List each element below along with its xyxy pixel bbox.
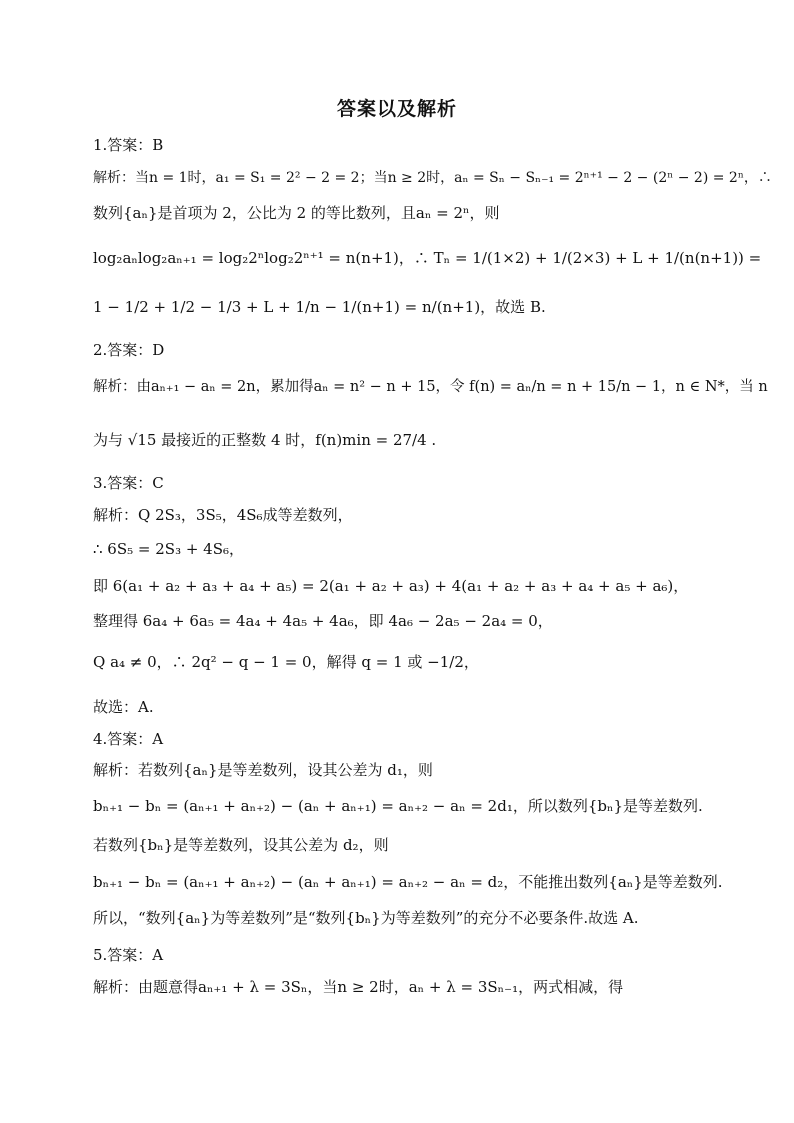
analysis-3-line-5: Q a₄ ≠ 0，∴ 2q² − q − 1 = 0，解得 q = 1 或 −1/2， [93, 653, 479, 671]
answer-5-heading: 5.答案：A [93, 946, 164, 964]
answer-1-heading: 1.答案：B [93, 136, 164, 154]
analysis-5-line-1: 解析：由题意得aₙ₊₁ + λ = 3Sₙ，当n ≥ 2时，aₙ + λ = 3Sₙ₋₁，两式相减，得 [93, 978, 624, 996]
analysis-4-conclusion: 所以，“数列{aₙ}为等差数列”是“数列{bₙ}为等差数列”的充分不必要条件.故选 A. [93, 909, 639, 927]
analysis-4-line-4: bₙ₊₁ − bₙ = (aₙ₊₁ + aₙ₊₂) − (aₙ + aₙ₊₁) = aₙ₊₂ − aₙ = d₂，不能推出数列{aₙ}是等差数列. [93, 873, 723, 891]
analysis-4-line-1: 解析：若数列{aₙ}是等差数列，设其公差为 d₁，则 [93, 761, 433, 779]
page-title: 答案以及解析 [336, 98, 457, 120]
analysis-3-line-2: ∴ 6S₅ = 2S₃ + 4S₆， [93, 540, 245, 558]
analysis-3-line-4: 整理得 6a₄ + 6a₅ = 4a₄ + 4a₅ + 4a₆，即 4a₆ − 2a₅ − 2a₄ = 0， [93, 612, 553, 630]
analysis-3-conclusion: 故选：A. [93, 698, 154, 716]
analysis-1-line-4: 1 − 1/2 + 1/2 − 1/3 + L + 1/n − 1/(n+1) = n/(n+1)，故选 B. [93, 298, 546, 316]
answer-4-heading: 4.答案：A [93, 730, 164, 748]
analysis-4-line-3: 若数列{bₙ}是等差数列，设其公差为 d₂，则 [93, 836, 389, 854]
answer-3-heading: 3.答案：C [93, 474, 164, 492]
analysis-2-line-1: 解析：由aₙ₊₁ − aₙ = 2n，累加得aₙ = n² − n + 15，令 f(n) = aₙ/n = n + 15/n − 1，n ∈ N*，当 n [93, 379, 768, 395]
analysis-3-line-1: 解析：Q 2S₃，3S₅，4S₆成等差数列， [93, 506, 353, 524]
answer-2-heading: 2.答案：D [93, 341, 165, 359]
analysis-2-line-2: 为与 √15 最接近的正整数 4 时，f(n)min = 27/4 . [93, 431, 437, 449]
analysis-3-line-3: 即 6(a₁ + a₂ + a₃ + a₄ + a₅) = 2(a₁ + a₂ + a₃) + 4(a₁ + a₂ + a₃ + a₄ + a₅ + a₆)， [93, 577, 689, 595]
analysis-1-line-2: 数列{aₙ}是首项为 2，公比为 2 的等比数列，且aₙ = 2ⁿ，则 [93, 204, 500, 222]
analysis-1-line-3: log₂aₙlog₂aₙ₊₁ = log₂2ⁿlog₂2ⁿ⁺¹ = n(n+1)，∴ Tₙ = 1/(1×2) + 1/(2×3) + L + 1/(n(n+1)) = [93, 249, 762, 267]
analysis-1-line-1: 解析：当n = 1时，a₁ = S₁ = 2² − 2 = 2；当n ≥ 2时，aₙ = Sₙ − Sₙ₋₁ = 2ⁿ⁺¹ − 2 − (2ⁿ − 2) = 2ⁿ，∴ [93, 170, 772, 186]
analysis-4-line-2: bₙ₊₁ − bₙ = (aₙ₊₁ + aₙ₊₂) − (aₙ + aₙ₊₁) = aₙ₊₂ − aₙ = 2d₁，所以数列{bₙ}是等差数列. [93, 797, 703, 815]
